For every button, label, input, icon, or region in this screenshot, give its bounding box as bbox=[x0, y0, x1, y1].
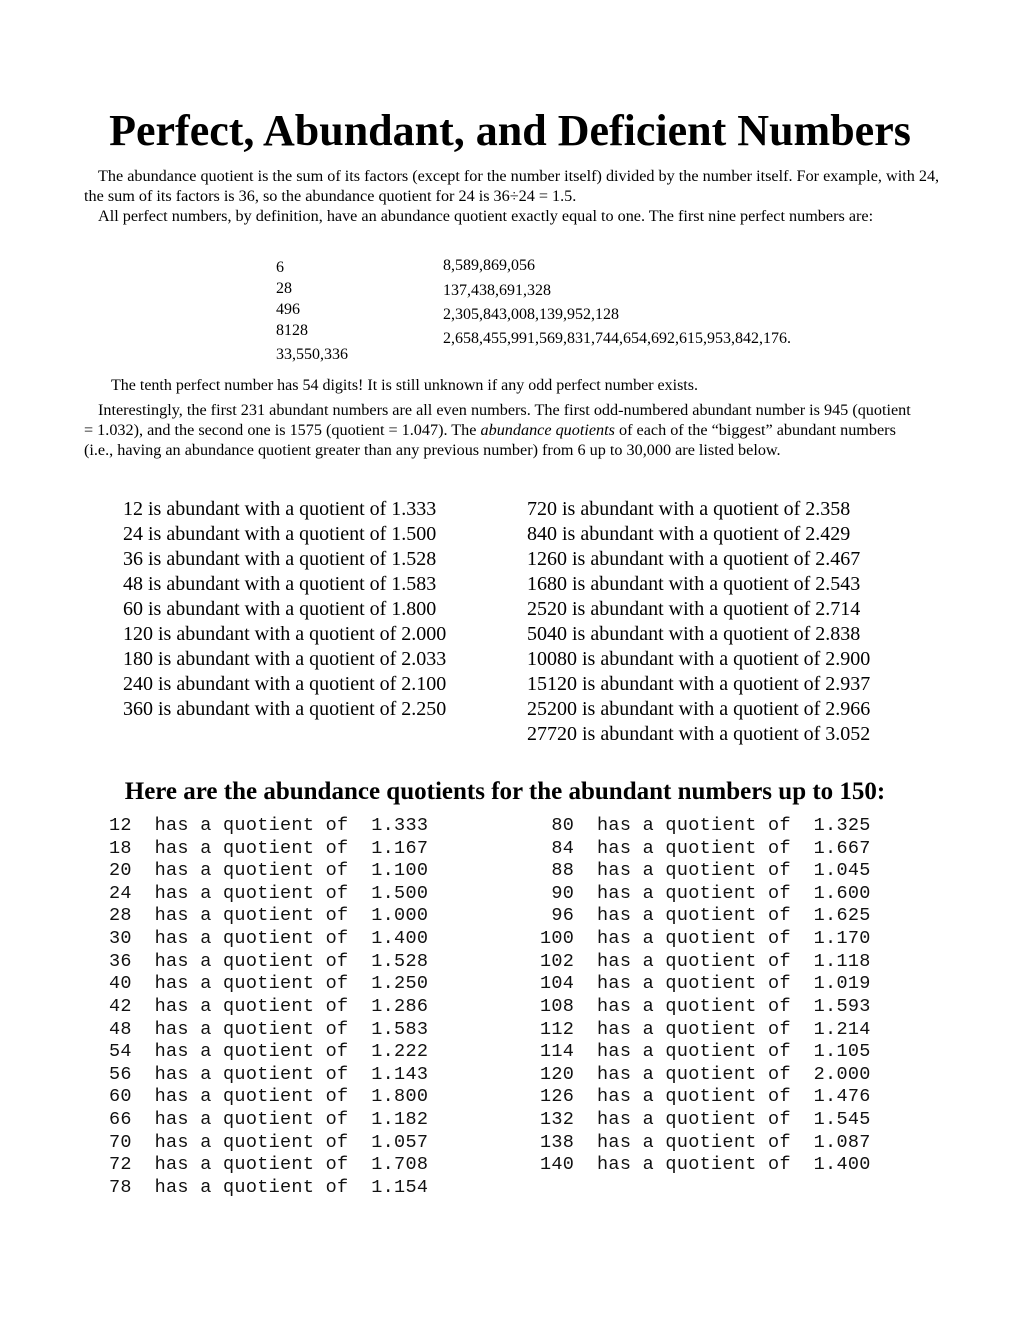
intro-paragraph-quotient: The abundance quotient is the sum of its factors (except for the number itself) divided by the number itself. For example, with 24, the sum of its factors is 36, so the abundance quotient for 24 is 36÷24 = 1.5. bbox=[84, 167, 940, 205]
quotient-list-row: 96 has a quotient of 1.625 bbox=[540, 905, 871, 926]
quotient-list-row: 72 has a quotient of 1.708 bbox=[109, 1154, 429, 1175]
quotient-list-row: 80 has a quotient of 1.325 bbox=[540, 815, 871, 836]
quotient-list-row: 24 has a quotient of 1.500 bbox=[109, 883, 429, 904]
quotient-list-row: 112 has a quotient of 1.214 bbox=[540, 1019, 871, 1040]
quotient-list-row: 140 has a quotient of 1.400 bbox=[540, 1154, 871, 1175]
quotient-list-row: 84 has a quotient of 1.667 bbox=[540, 838, 871, 859]
perfect-number: 496 bbox=[276, 301, 300, 318]
quotient-list-row: 54 has a quotient of 1.222 bbox=[109, 1041, 429, 1062]
biggest-abundant-row: 240 is abundant with a quotient of 2.100 bbox=[123, 673, 447, 695]
quotient-list-row: 12 has a quotient of 1.333 bbox=[109, 815, 429, 836]
perfect-number: 8,589,869,056 bbox=[443, 257, 535, 274]
biggest-abundant-row: 36 is abundant with a quotient of 1.528 bbox=[123, 548, 437, 570]
abundant-intro-paragraph: Interestingly, the first 231 abundant numbers are all even numbers. The first odd-numbered abundant number is 945 (quotient = 1.032), and the second one is 1575 (quotient = 1.047). The abundance quotients of each of the “biggest” abundant numbers (i.e., having an abundance quotient greater than any previous number) from 6 up to 30,000 are listed below. bbox=[84, 401, 911, 459]
abundant-intro-section bbox=[84, 400, 920, 460]
biggest-abundant-row: 720 is abundant with a quotient of 2.358 bbox=[527, 498, 851, 520]
quotient-list-row: 114 has a quotient of 1.105 bbox=[540, 1041, 871, 1062]
emphasis-abundance-quotients: abundance quotients bbox=[480, 421, 615, 439]
page-title: Perfect, Abundant, and Deficient Numbers bbox=[109, 106, 911, 155]
quotient-list-row: 88 has a quotient of 1.045 bbox=[540, 860, 871, 881]
biggest-abundant-row: 120 is abundant with a quotient of 2.000 bbox=[123, 623, 447, 645]
quotient-list-row: 90 has a quotient of 1.600 bbox=[540, 883, 871, 904]
quotient-list-row: 126 has a quotient of 1.476 bbox=[540, 1086, 871, 1107]
biggest-abundant-row: 25200 is abundant with a quotient of 2.966 bbox=[527, 698, 871, 720]
intro-paragraph-perfect: All perfect numbers, by definition, have an abundance quotient exactly equal to one. The first nine perfect numbers are: bbox=[98, 207, 874, 225]
biggest-abundant-row: 1260 is abundant with a quotient of 2.467 bbox=[527, 548, 861, 570]
perfect-number: 33,550,336 bbox=[276, 346, 348, 363]
perfect-number: 8128 bbox=[276, 322, 308, 339]
quotient-list-row: 108 has a quotient of 1.593 bbox=[540, 996, 871, 1017]
quotient-list-row: 60 has a quotient of 1.800 bbox=[109, 1086, 429, 1107]
perfect-number: 2,658,455,991,569,831,744,654,692,615,953,842,176. bbox=[443, 330, 791, 347]
quotient-list-row: 78 has a quotient of 1.154 bbox=[109, 1177, 429, 1198]
quotient-list-row: 28 has a quotient of 1.000 bbox=[109, 905, 429, 926]
quotient-list-row: 132 has a quotient of 1.545 bbox=[540, 1109, 871, 1130]
biggest-abundant-row: 5040 is abundant with a quotient of 2.838 bbox=[527, 623, 861, 645]
biggest-abundant-row: 360 is abundant with a quotient of 2.250 bbox=[123, 698, 447, 720]
quotient-list-row: 30 has a quotient of 1.400 bbox=[109, 928, 429, 949]
quotient-list-row: 36 has a quotient of 1.528 bbox=[109, 951, 429, 972]
biggest-abundant-row: 10080 is abundant with a quotient of 2.900 bbox=[527, 648, 871, 670]
biggest-abundant-row: 48 is abundant with a quotient of 1.583 bbox=[123, 573, 437, 595]
quotient-list-row: 18 has a quotient of 1.167 bbox=[109, 838, 429, 859]
quotient-list-row: 66 has a quotient of 1.182 bbox=[109, 1109, 429, 1130]
section-heading: Here are the abundance quotients for the abundant numbers up to 150: bbox=[124, 778, 886, 805]
quotient-list-row: 102 has a quotient of 1.118 bbox=[540, 951, 871, 972]
quotient-list-row: 56 has a quotient of 1.143 bbox=[109, 1064, 429, 1085]
tenth-perfect-note: The tenth perfect number has 54 digits! It is still unknown if any odd perfect number exists. bbox=[111, 377, 698, 394]
quotient-list-row: 70 has a quotient of 1.057 bbox=[109, 1132, 429, 1153]
quotient-list-row: 100 has a quotient of 1.170 bbox=[540, 928, 871, 949]
quotient-list-row: 40 has a quotient of 1.250 bbox=[109, 973, 429, 994]
biggest-abundant-row: 27720 is abundant with a quotient of 3.052 bbox=[527, 723, 871, 745]
quotient-list-row: 120 has a quotient of 2.000 bbox=[540, 1064, 871, 1085]
biggest-abundant-row: 180 is abundant with a quotient of 2.033 bbox=[123, 648, 447, 670]
biggest-abundant-row: 15120 is abundant with a quotient of 2.937 bbox=[527, 673, 871, 695]
intro-section bbox=[84, 166, 954, 226]
quotient-list-row: 48 has a quotient of 1.583 bbox=[109, 1019, 429, 1040]
biggest-abundant-row: 24 is abundant with a quotient of 1.500 bbox=[123, 523, 437, 545]
perfect-number: 2,305,843,008,139,952,128 bbox=[443, 306, 619, 323]
biggest-abundant-row: 1680 is abundant with a quotient of 2.543 bbox=[527, 573, 861, 595]
biggest-abundant-row: 2520 is abundant with a quotient of 2.714 bbox=[527, 598, 861, 620]
quotient-list-row: 42 has a quotient of 1.286 bbox=[109, 996, 429, 1017]
perfect-number: 137,438,691,328 bbox=[443, 282, 551, 299]
quotient-list-row: 20 has a quotient of 1.100 bbox=[109, 860, 429, 881]
perfect-number: 6 bbox=[276, 259, 284, 276]
biggest-abundant-row: 12 is abundant with a quotient of 1.333 bbox=[123, 498, 437, 520]
perfect-number: 28 bbox=[276, 280, 292, 297]
biggest-abundant-row: 840 is abundant with a quotient of 2.429 bbox=[527, 523, 851, 545]
quotient-list-row: 138 has a quotient of 1.087 bbox=[540, 1132, 871, 1153]
biggest-abundant-row: 60 is abundant with a quotient of 1.800 bbox=[123, 598, 437, 620]
quotient-list-row: 104 has a quotient of 1.019 bbox=[540, 973, 871, 994]
